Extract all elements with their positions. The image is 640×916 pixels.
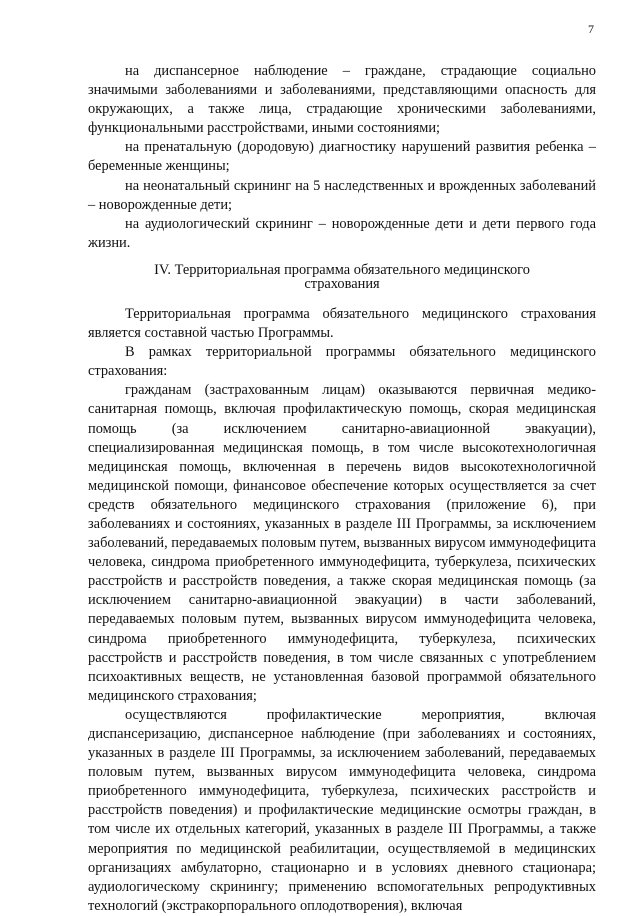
document-body: [88, 62, 596, 916]
paragraph-prenatal-diagnostics: на пренатальную (дородовую) диагностику нарушений развития ребенка – беременные женщины;: [88, 139, 596, 175]
paragraph-audiology-screening: на аудиологический скрининг – новорожденные дети и дети первого года жизни.: [88, 215, 596, 251]
paragraph-preventive-measures: осуществляются профилактические мероприятия, включая диспансеризацию, диспансерное наблюдение (при заболеваниях и состояниях, указанных в разделе III Программы, за исключением заболеваний, передаваемых половым путем, вызванных вирусом иммунодефицита человека, синдрома приобретенного иммунодефицита, туберкулеза, психических расстройств и расстройств поведения) и профилактические медицинские осмотры граждан, в том числе их отдельных категорий, указанных в разделе III Программы, а также мероприятия по медицинской реабилитации, осуществляемой в медицинских организациях амбулаторно, стационарно и в условиях дневного стационара; аудиологическому скринингу; применению вспомогательных репродуктивных технологий (экстракорпорального оплодотворения), включая: [88, 706, 596, 914]
section-heading-line-2: страхования: [304, 275, 380, 292]
paragraph-neonatal-screening: на неонатальный скрининг на 5 наследственных и врожденных заболеваний – новорожденные дети;: [88, 177, 596, 213]
paragraph-insured-care: гражданам (застрахованным лицам) оказываются первичная медико-санитарная помощь, включая профилактическую помощь, скорая медицинская помощь (за исключением санитарно-авиационной эвакуации), специализированная медицинская помощь, в том числе высокотехнологичная медицинская помощь, включенная в перечень видов высокотехнологичной медицинской помощи, финансовое обеспечение которых осуществляется за счет средств обязательного медицинского страхования (приложение 6), при заболеваниях и состояниях, указанных в разделе III Программы, за исключением заболеваний, передаваемых половым путем, вызванных вирусом иммунодефицита человека, синдрома приобретенного иммунодефицита, туберкулеза, психических расстройств и расстройств поведения, а также скорая медицинская помощь (за исключением санитарно-авиационной эвакуации) в части заболеваний, передаваемых половым путем, вызванных вирусом иммунодефицита человека, синдрома приобретенного иммунодефицита, туберкулеза, психических расстройств и расстройств поведения, в том числе связанных с употреблением психоактивных веществ, не установленная базовой программой обязательного медицинского страхования;: [88, 382, 596, 704]
paragraph-program-part: Территориальная программа обязательного медицинского страхования является составной частью Программы.: [88, 305, 596, 342]
section-heading: [88, 263, 596, 291]
section-heading-line-1: IV. Территориальная программа обязательного медицинского: [154, 261, 530, 278]
paragraph-within-program: В рамках территориальной программы обязательного медицинского страхования:: [88, 344, 596, 380]
paragraph-dispensary-observation: на диспансерное наблюдение – граждане, страдающие социально значимыми заболеваниями и заболеваниями, представляющими опасность для окружающих, а также лица, страдающие хроническими заболеваниями, функциональными расстройствами, иными состояниями;: [88, 63, 596, 137]
page-number: 7: [588, 22, 594, 36]
